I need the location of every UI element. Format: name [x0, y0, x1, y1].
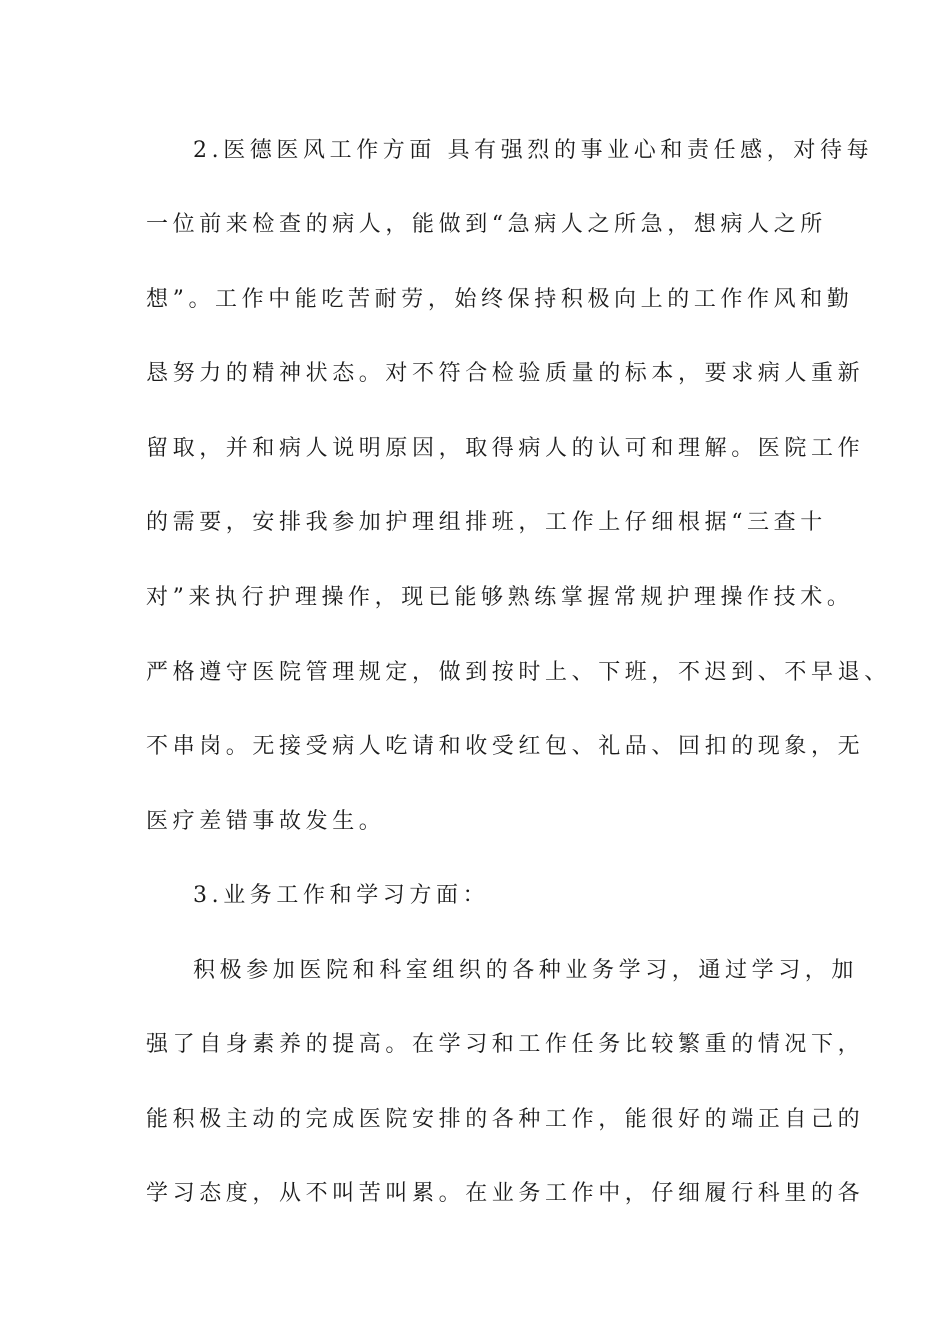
paragraph-line: 医疗差错事故发生。: [146, 809, 386, 834]
paragraph-line: 学习态度，从不叫苦叫累。在业务工作中，仔细履行科里的各: [146, 1181, 865, 1206]
paragraph-line: 能积极主动的完成医院安排的各种工作，能很好的端正自己的: [146, 1107, 865, 1132]
paragraph-line: 强了自身素养的提高。在学习和工作任务比较繁重的情况下，: [146, 1032, 865, 1057]
paragraph-line: 想”。工作中能吃苦耐劳，始终保持积极向上的工作作风和勤: [146, 287, 854, 312]
paragraph-line: 恳努力的精神状态。对不符合检验质量的标本，要求病人重新: [146, 361, 865, 386]
paragraph-line: 积极参加医院和科室组织的各种业务学习，通过学习，加: [193, 958, 859, 983]
paragraph-line: 2.医德医风工作方面 具有强烈的事业心和责任感，对待每: [193, 138, 874, 163]
paragraph-line: 对”来执行护理操作，现已能够熟练掌握常规护理操作技术。: [146, 585, 854, 610]
paragraph-line: 的需要，安排我参加护理组排班，工作上仔细根据“三查十: [146, 510, 827, 535]
paragraph-line: 不串岗。无接受病人吃请和收受红包、礼品、回扣的现象，无: [146, 734, 865, 759]
section-heading: 3.业务工作和学习方面：: [193, 883, 490, 908]
paragraph-line: 一位前来检查的病人，能做到“急病人之所急，想病人之所: [146, 212, 827, 237]
paragraph-line: 严格遵守医院管理规定，做到按时上、下班，不迟到、不早退、: [146, 660, 891, 685]
paragraph-line: 留取，并和病人说明原因，取得病人的认可和理解。医院工作: [146, 436, 865, 461]
